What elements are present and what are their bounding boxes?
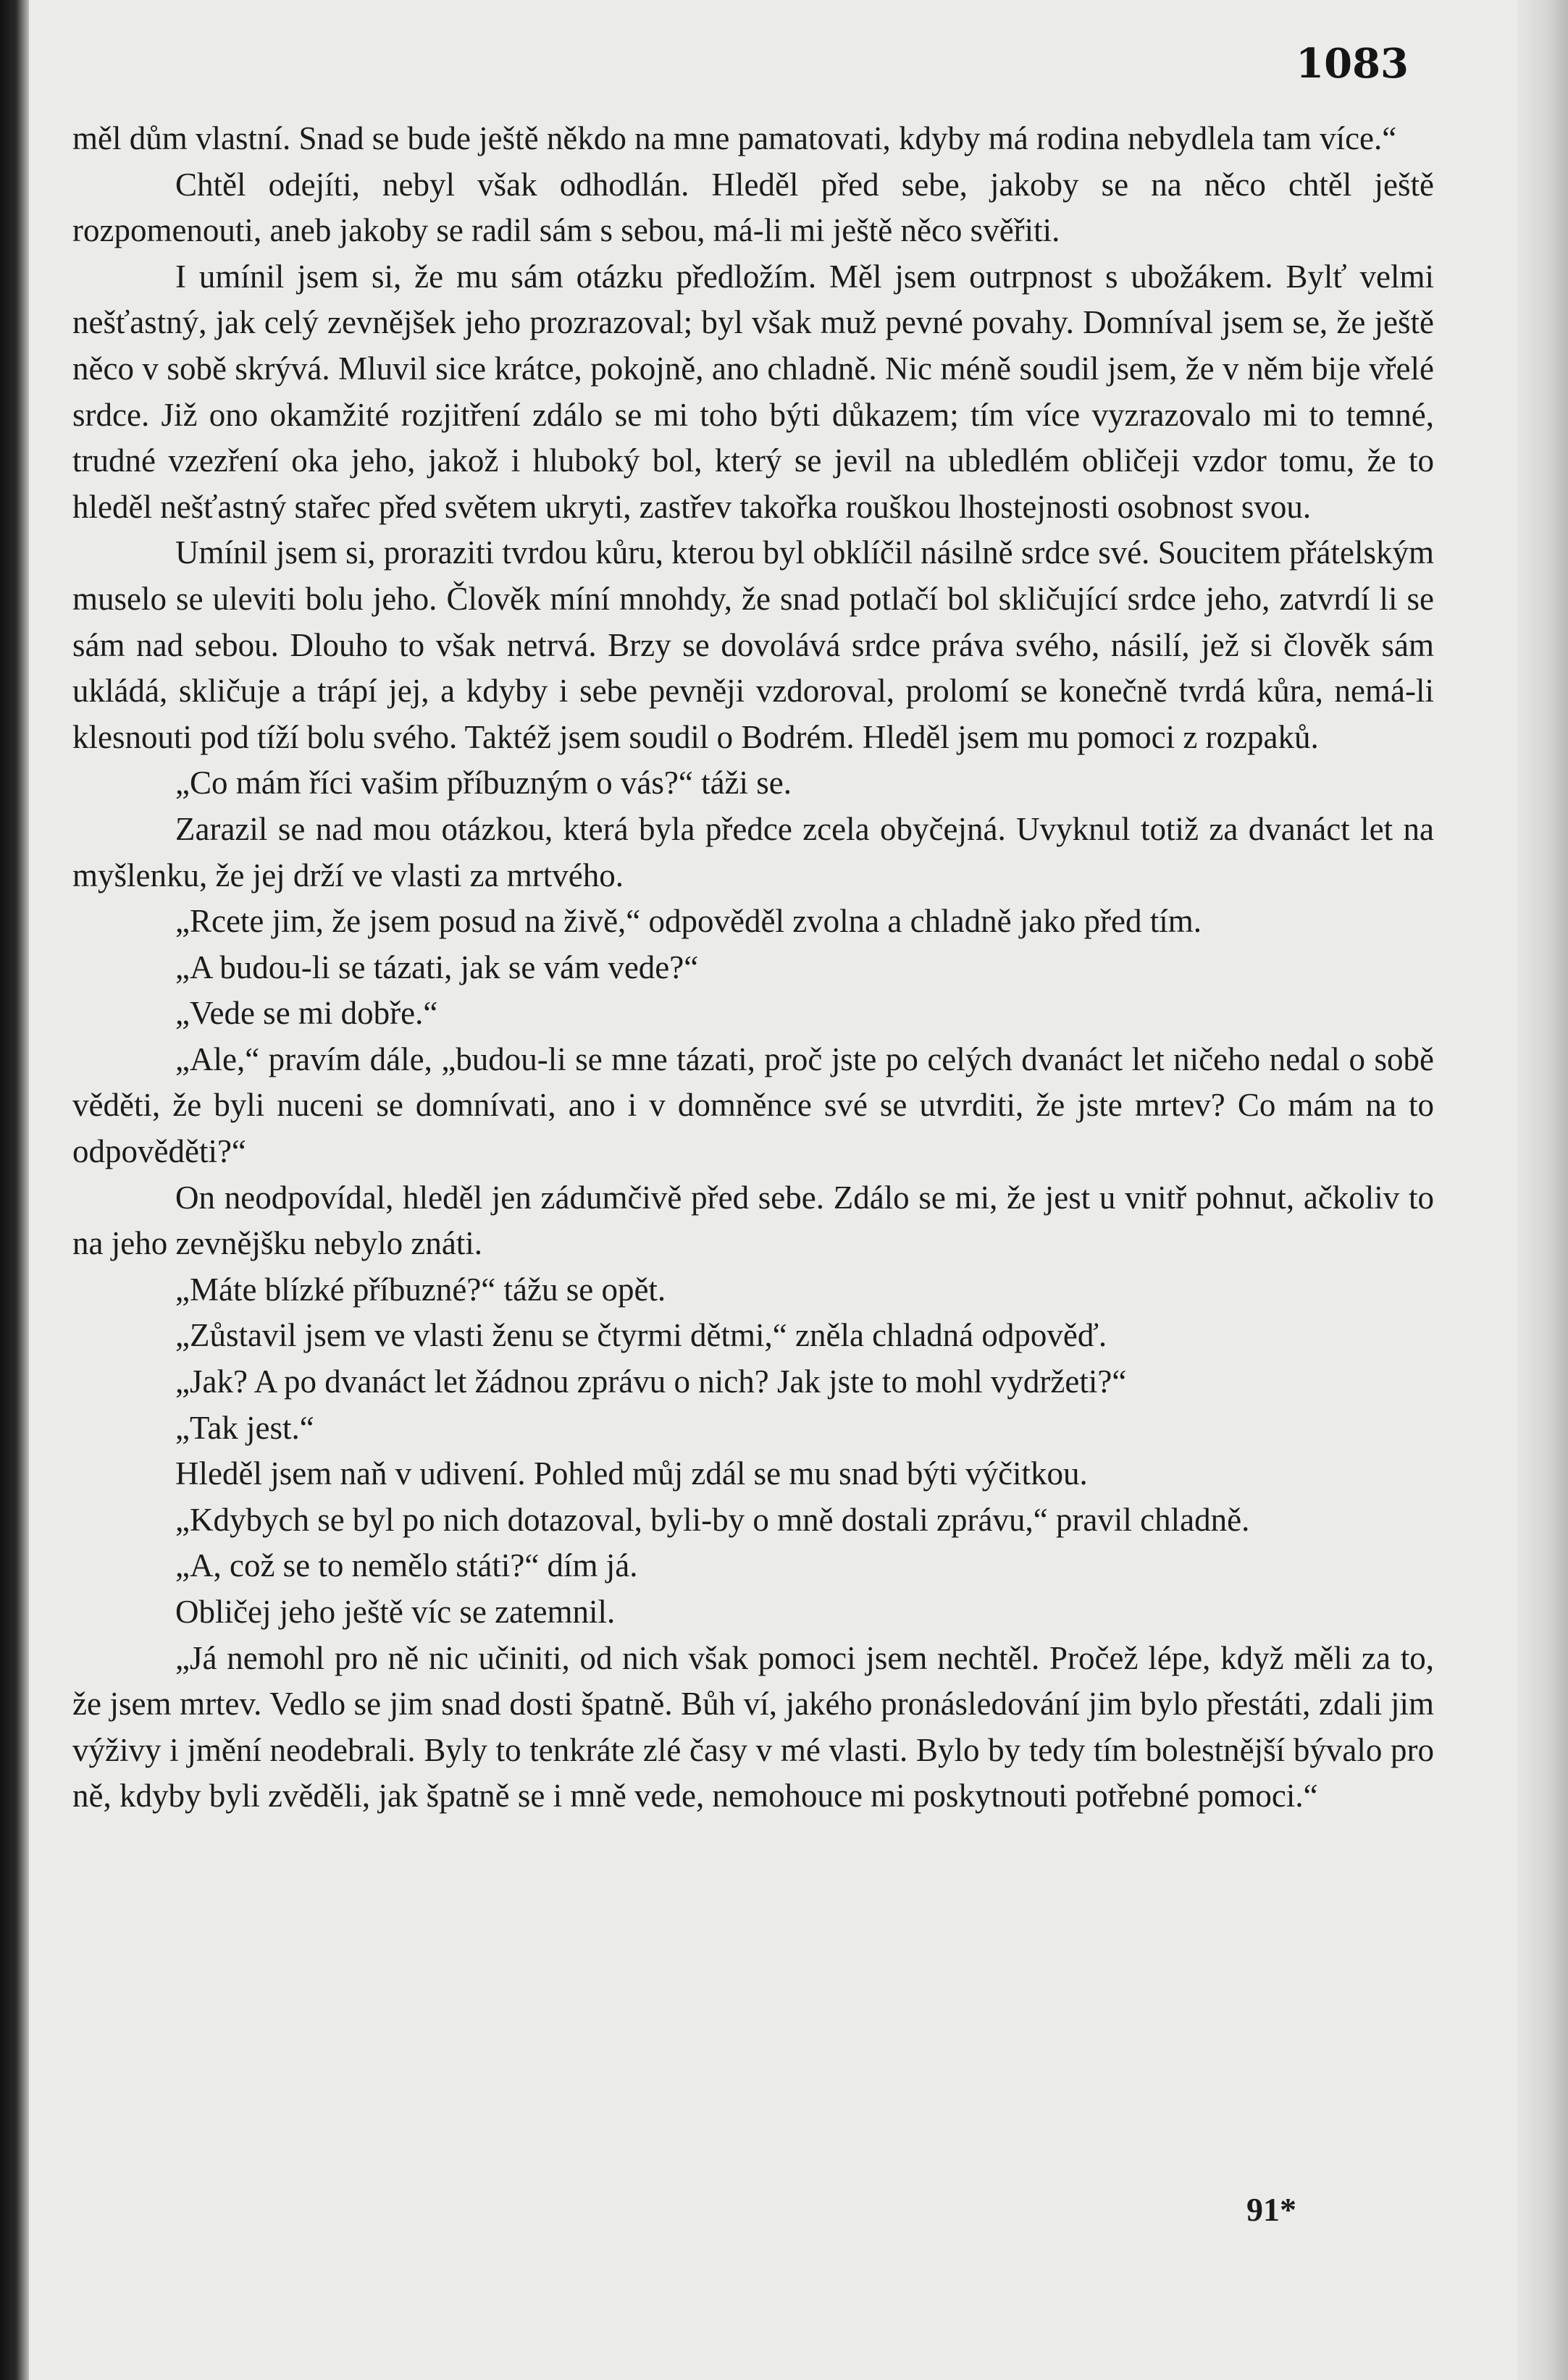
paragraph: „Máte blízké příbuzné?“ tážu se opět.	[175, 1271, 666, 1308]
paragraph: „Kdybych se byl po nich dotazoval, byli-by o mně dostali zprávu,“ pravil chladně.	[175, 1501, 1250, 1538]
page-text	[72, 116, 1434, 1820]
paragraph: Obličej jeho ještě víc se zatemnil.	[175, 1594, 616, 1630]
paragraph: měl dům vlastní. Snad se bude ještě někdo na mne pamatovati, kdyby má rodina nebydlela tam více.“	[72, 120, 1397, 156]
paragraph: Hleděl jsem naň v udivení. Pohled můj zdál se mu snad býti výčitkou.	[175, 1455, 1088, 1492]
paragraph: I umínil jsem si, že mu sám otázku předložím. Měl jsem outrpnost s ubožákem. Bylť velmi nešťastný, jak celý zevnějšek jeho prozrazoval; byl však muž pevné povahy. Domníval jsem se, že ještě něco v sobě skrývá. Mluvil sice krátce, pokojně, ano chladně. Nic méně soudil jsem, že v něm bije vřelé srdce. Již ono okamžité rozjitření zdálo se mi toho býti důkazem; tím více vyzrazovalo mi to temné, trudné vzezření oka jeho, jakož i hluboký bol, který se jevil na ubledlém obličeji vzdor tomu, že to hleděl nešťastný stařec před světem ukryti, zastřev takořka rouškou lhostejnosti osobnost svou.	[72, 258, 1434, 525]
printer-signature-mark: 91*	[1246, 2191, 1296, 2228]
page-number: 1083	[1296, 40, 1409, 88]
paragraph: „A budou-li se tázati, jak se vám vede?“	[175, 949, 699, 985]
book-page	[29, 0, 1517, 2380]
scan-page-edge	[1517, 0, 1568, 2380]
paragraph: „Vede se mi dobře.“	[175, 995, 438, 1032]
paragraph: Umínil jsem si, proraziti tvrdou kůru, kterou byl obklíčil násilně srdce své. Soucitem přátelským muselo se uleviti bolu jeho. Člověk míní mnohdy, že snad potlačí bol skličující srdce jeho, zatvrdí li se sám nad sebou. Dlouho to však netrvá. Brzy se dovolává srdce práva svého, násilí, jež si člověk sám ukládá, skličuje a trápí jej, a kdyby i sebe pevněji vzdoroval, prolomí se konečně tvrdá kůra, nemá-li klesnouti pod tíží bolu svého. Taktéž jsem soudil o Bodrém. Hleděl jsem mu pomoci z rozpaků.	[72, 534, 1434, 755]
paragraph: Chtěl odejíti, nebyl však odhodlán. Hleděl před sebe, jakoby se na něco chtěl ještě rozpomenouti, aneb jakoby se radil sám s sebou, má-li mi ještě něco svěřiti.	[72, 166, 1434, 249]
scan-binding-shadow	[0, 0, 29, 2380]
paragraph: „Já nemohl pro ně nic učiniti, od nich však pomoci jsem nechtěl. Pročež lépe, když měli za to, že jsem mrtev. Vedlo se jim snad dosti špatně. Bůh ví, jakého pronásledování jim bylo přestáti, zdali jim výživy i jmění neodebrali. Byly to tenkráte zlé časy v mé vlasti. Bylo by tedy tím bolestnější bývalo pro ně, kdyby byli zvěděli, jak špatně se i mně vede, nemohouce mi poskytnouti potřebné pomoci.“	[72, 1639, 1434, 1815]
paragraph: „Co mám říci vašim příbuzným o vás?“ táži se.	[175, 765, 792, 802]
paragraph: „Tak jest.“	[175, 1409, 314, 1446]
paragraph: „Ale,“ pravím dále, „budou-li se mne tázati, proč jste po celých dvanáct let ničeho nedal o sobě věděti, že byli nuceni se domnívati, ano i v domněnce své se utvrditi, že jste mrtev? Co mám na to odpověděti?“	[72, 1040, 1434, 1170]
paragraph: Zarazil se nad mou otázkou, která byla předce zcela obyčejná. Uvyknul totiž za dvanáct let na myšlenku, že jej drží ve vlasti za mrtvého.	[72, 810, 1434, 893]
paragraph: On neodpovídal, hleděl jen zádumčivě před sebe. Zdálo se mi, že jest u vnitř pohnut, ačkoliv to na jeho zevnějšku nebylo znáti.	[72, 1179, 1434, 1262]
paragraph: „Zůstavil jsem ve vlasti ženu se čtyrmi dětmi,“ zněla chladná odpověď.	[175, 1317, 1107, 1354]
paragraph: „A, což se to nemělo státi?“ dím já.	[175, 1547, 638, 1584]
paragraph: „Jak? A po dvanáct let žádnou zprávu o nich? Jak jste to mohl vydržeti?“	[175, 1363, 1127, 1400]
paragraph: „Rcete jim, že jsem posud na živě,“ odpověděl zvolna a chladně jako před tím.	[175, 903, 1202, 940]
